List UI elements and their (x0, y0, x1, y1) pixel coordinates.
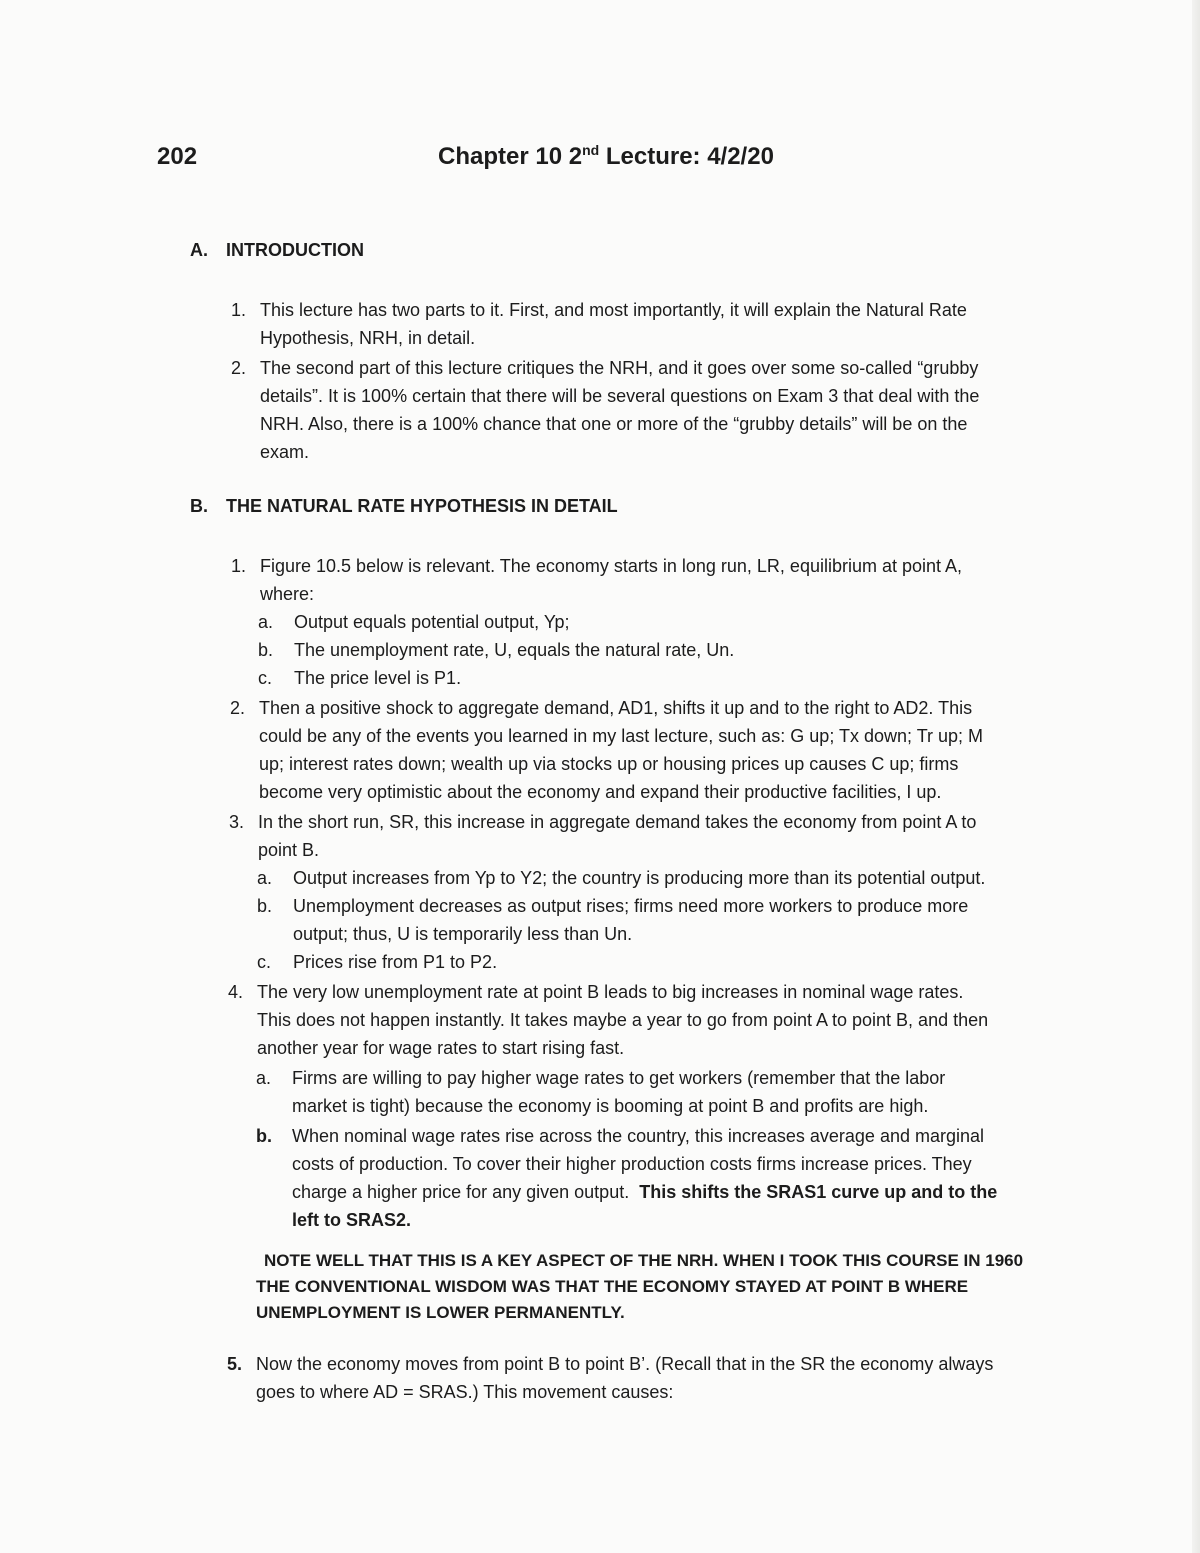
sub-item (258, 608, 1074, 636)
sub-item-letter: a. (256, 1068, 272, 1088)
sub-item (256, 1064, 1082, 1120)
item-number: 2. (230, 358, 246, 378)
item-line: This does not happen instantly. It takes maybe a year to go from point A to point B, and then (257, 1010, 989, 1030)
sub-item-letter: b. (258, 640, 274, 660)
section-heading-a (190, 240, 364, 261)
item-number: 1. (230, 300, 246, 320)
item-line: point B. (258, 840, 320, 860)
sub-item (256, 1122, 1082, 1234)
section-heading-b (190, 496, 618, 517)
list-item (228, 808, 1088, 864)
note-line: NOTE WELL THAT THIS IS A KEY ASPECT OF THE NRH. WHEN I TOOK THIS COURSE IN 1960 (264, 1251, 1024, 1270)
sub-item-line: Output equals potential output, Yp; (294, 612, 570, 632)
sub-item-line: When nominal wage rates rise across the country, this increases average and marginal (292, 1126, 985, 1146)
page-number: 202 (157, 143, 198, 170)
sub-item-line (292, 1178, 1082, 1206)
list-item (229, 694, 1089, 806)
title-main: Chapter 10 2 (438, 143, 583, 170)
sub-item-letter: b. (257, 896, 273, 916)
sub-item-letter: a. (257, 868, 273, 888)
item-line: could be any of the events you learned in my last lecture, such as: G up; Tx down; Tr up; M (259, 726, 984, 746)
sub-item (257, 948, 1093, 976)
sub-item-line: The unemployment rate, U, equals the natural rate, Un. (294, 640, 735, 660)
item-line: details”. It is 100% certain that there will be several questions on Exam 3 that deal with the (260, 386, 980, 406)
item-line: In the short run, SR, this increase in aggregate demand takes the economy from point A to (258, 812, 977, 832)
item-number: 4. (227, 982, 243, 1002)
item-line: goes to where AD = SRAS.) This movement causes: (256, 1382, 674, 1402)
section-letter: B. (190, 496, 208, 516)
item-line: become very optimistic about the economy and expand their productive facilities, I up. (259, 782, 942, 802)
sub-item-line: market is tight) because the economy is booming at point B and profits are high. (292, 1096, 929, 1116)
item-number: 2. (229, 698, 245, 718)
item-line: This lecture has two parts to it. First, and most importantly, it will explain the Natural Rate (260, 300, 967, 320)
item-line: up; interest rates down; wealth up via stocks up or housing prices up causes C up; firms (259, 754, 959, 774)
sub-item-line: Unemployment decreases as output rises; firms need more workers to produce more (293, 896, 969, 916)
item-line: exam. (260, 442, 310, 462)
sub-item (257, 864, 1093, 892)
sub-item-line: Firms are willing to pay higher wage rates to get workers (remember that the labor (292, 1068, 946, 1088)
sub-item (258, 664, 1074, 692)
key-note (256, 1248, 1076, 1326)
list-item (230, 354, 1090, 466)
item-line: another year for wage rates to start rising fast. (257, 1038, 625, 1058)
section-title: INTRODUCTION (226, 240, 364, 260)
item-line: Now the economy moves from point B to point B’. (Recall that in the SR the economy always (256, 1354, 994, 1374)
item-line: Figure 10.5 below is relevant. The economy starts in long run, LR, equilibrium at point A, (260, 556, 963, 576)
sub-item-line: Output increases from Yp to Y2; the country is producing more than its potential output. (293, 868, 986, 888)
note-line: UNEMPLOYMENT IS LOWER PERMANENTLY. (256, 1303, 625, 1322)
sub-item-line: Prices rise from P1 to P2. (293, 952, 498, 972)
list-item (230, 552, 1080, 608)
sub-item-bold-text: This shifts the SRAS1 curve up and to the (639, 1182, 998, 1202)
sub-item-line: costs of production. To cover their higher production costs firms increase prices. They (292, 1154, 972, 1174)
sub-item (257, 892, 1093, 948)
item-line: The very low unemployment rate at point B leads to big increases in nominal wage rates. (257, 982, 964, 1002)
list-item (230, 296, 1080, 352)
sub-item-letter: c. (257, 952, 272, 972)
section-title: THE NATURAL RATE HYPOTHESIS IN DETAIL (226, 496, 618, 516)
sub-item-letter: b. (256, 1126, 272, 1146)
list-item (227, 978, 1087, 1062)
item-number: 1. (230, 556, 246, 576)
scan-edge (1192, 0, 1200, 1553)
item-number: 3. (228, 812, 244, 832)
sub-item-line-text: charge a higher price for any given output. (292, 1182, 630, 1202)
list-item (226, 1350, 1086, 1406)
sub-item-bold-line: left to SRAS2. (292, 1210, 412, 1230)
item-line: where: (260, 584, 315, 604)
section-letter: A. (190, 240, 208, 260)
title-superscript: nd (582, 142, 600, 158)
sub-item-line: The price level is P1. (294, 668, 462, 688)
sub-item-letter: a. (258, 612, 274, 632)
item-number: 5. (226, 1354, 242, 1374)
sub-item (258, 636, 1074, 664)
item-line: Hypothesis, NRH, in detail. (260, 328, 476, 348)
item-line: Then a positive shock to aggregate demand, AD1, shifts it up and to the right to AD2. This (259, 698, 973, 718)
sub-item-letter: c. (258, 668, 273, 688)
item-line: The second part of this lecture critiques the NRH, and it goes over some so-called “grubby (260, 358, 979, 378)
title-rest: Lecture: 4/2/20 (599, 143, 774, 170)
note-line: THE CONVENTIONAL WISDOM WAS THAT THE ECONOMY STAYED AT POINT B WHERE (256, 1277, 969, 1296)
item-line: NRH. Also, there is a 100% chance that one or more of the “grubby details” will be on the (260, 414, 968, 434)
sub-item-line: output; thus, U is temporarily less than Un. (293, 924, 633, 944)
page-title (438, 143, 774, 171)
